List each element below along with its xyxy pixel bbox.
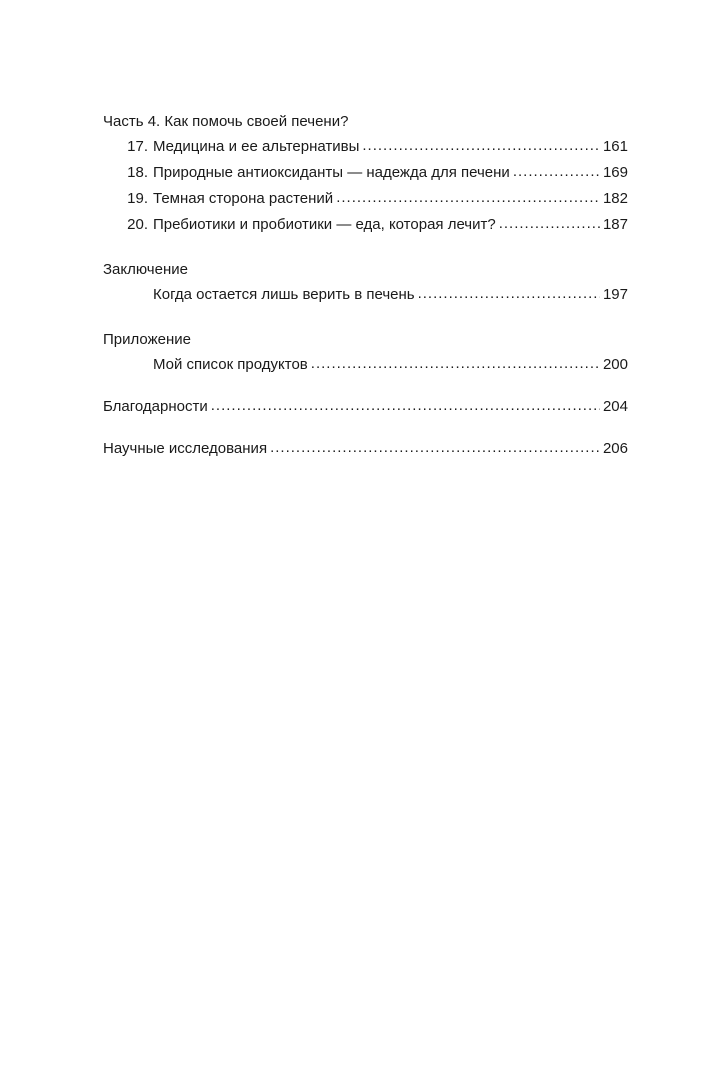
page-number: 187 (602, 216, 628, 233)
table-of-contents (103, 110, 628, 462)
toc-entry-research (103, 436, 628, 462)
chapter-title: Медицина и ее альтернативы (153, 138, 360, 155)
chapter-number: 19. (127, 190, 148, 207)
toc-entry-chapter-18 (103, 160, 628, 186)
page-number: 161 (602, 138, 628, 155)
chapter-number: 20. (127, 216, 148, 233)
entry-title: Научные исследования (103, 440, 268, 457)
dot-leader (336, 185, 600, 211)
dot-leader (513, 159, 600, 185)
page-number: 206 (602, 440, 628, 457)
page-number: 169 (602, 164, 628, 181)
toc-entry-appendix (103, 352, 628, 378)
chapter-number: 17. (127, 138, 148, 155)
dot-leader (499, 211, 600, 237)
page-number: 197 (602, 286, 628, 303)
toc-entry-conclusion (103, 282, 628, 308)
appendix-heading: Приложение (103, 331, 191, 348)
chapter-title: Пребиотики и пробиотики — еда, которая лечит? (153, 216, 496, 233)
chapter-title: Темная сторона растений (153, 190, 334, 207)
toc-entry-chapter-17 (103, 134, 628, 160)
chapter-number: 18. (127, 164, 148, 181)
dot-leader (211, 393, 600, 419)
entry-title: Когда остается лишь верить в печень (153, 286, 415, 303)
toc-entry-chapter-20 (103, 212, 628, 238)
toc-entry-chapter-19 (103, 186, 628, 212)
dot-leader (418, 281, 600, 307)
page-number: 204 (602, 398, 628, 415)
dot-leader (270, 435, 600, 461)
toc-entry-acknowledgements (103, 394, 628, 420)
conclusion-heading: Заключение (103, 261, 188, 278)
part-4-heading: Часть 4. Как помочь своей печени? (103, 113, 349, 130)
dot-leader (311, 351, 600, 377)
page-number: 182 (602, 190, 628, 207)
entry-title: Благодарности (103, 398, 208, 415)
chapter-title: Природные антиоксиданты — надежда для печени (153, 164, 510, 181)
entry-title: Мой список продуктов (153, 356, 308, 373)
page-number: 200 (602, 356, 628, 373)
dot-leader (362, 133, 600, 159)
